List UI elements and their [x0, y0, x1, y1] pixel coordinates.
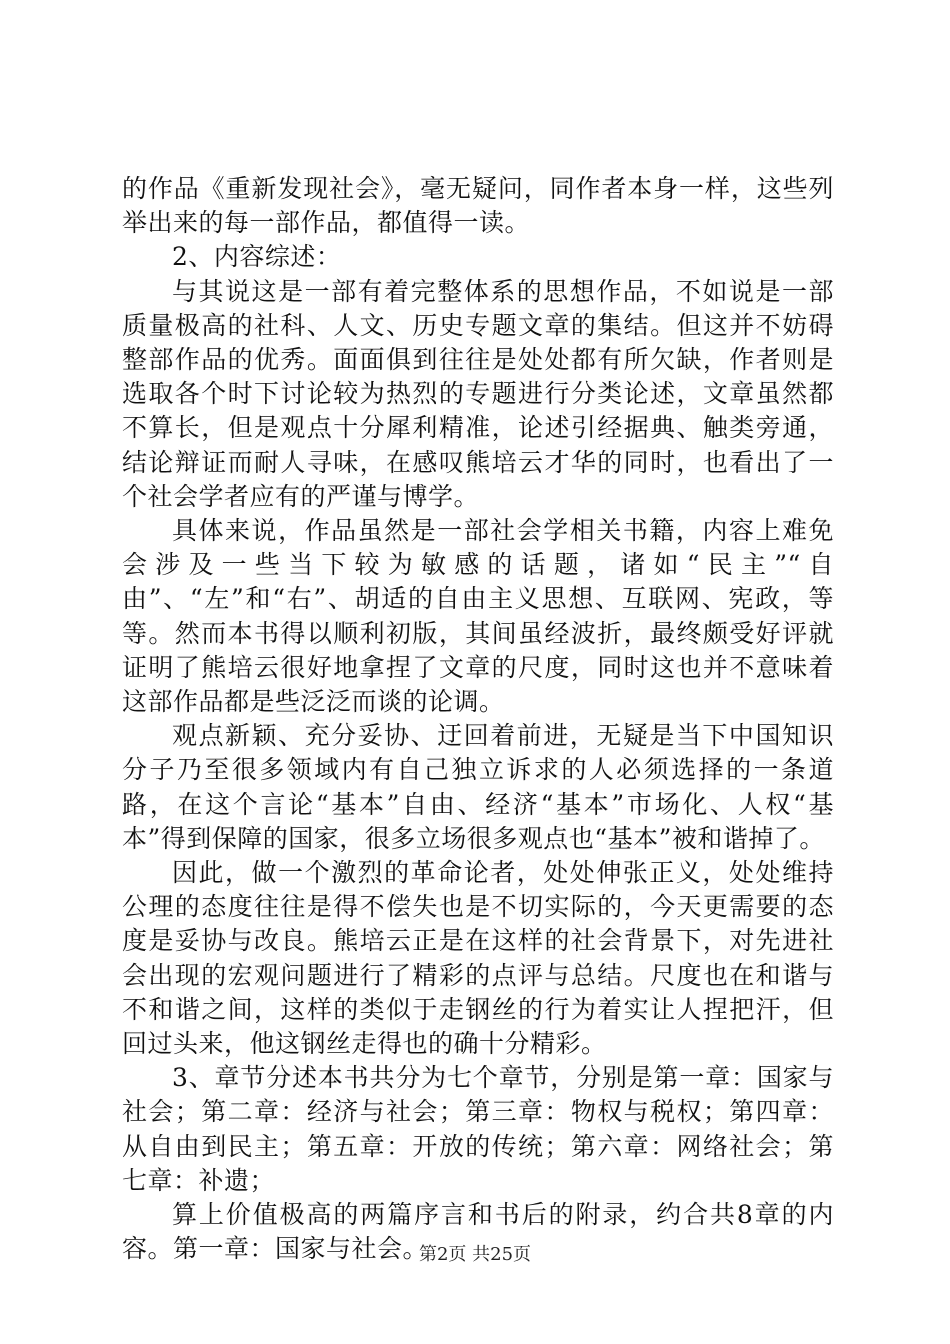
paragraph-continuation: 的作品《重新发现社会》，毫无疑问，同作者本身一样，这些列举出来的每一部作品，都值得一读。	[122, 174, 834, 238]
paragraph: 因此，做一个激烈的革命论者，处处伸张正义，处处维持公理的态度往往是得不偿失也是不切实际的，今天更需要的态度是妥协与改良。熊培云正是在这样的社会背景下，对先进社会出现的宏观问题进行了精彩的点评与总结。尺度也在和谐与不和谐之间，这样的类似于走钢丝的行为着实让人捏把汗，但回过头来，他这钢丝走得也的确十分精彩。	[122, 858, 834, 1059]
paragraph: 算上价值极高的两篇序言和书后的附录，约合共8章的内容。第一章：国家与社会。	[122, 1200, 834, 1264]
section-heading-content-summary: 2、内容综述：	[172, 242, 342, 272]
paragraph: 观点新颖、充分妥协、迂回着前进，无疑是当下中国知识分子乃至很多领域内有自己独立诉求的人必须选择的一条道路，在这个言论“基本”自由、经济“基本”市场化、人权“基本”得到保障的国家，很多立场很多观点也“基本”被和谐掉了。	[122, 721, 834, 853]
section-chapter-overview: 3、章节分述本书共分为七个章节，分别是第一章：国家与社会；第二章：经济与社会；第三章：物权与税权；第四章：从自由到民主；第五章：开放的传统；第六章：网络社会；第七章：补遗；	[122, 1063, 834, 1195]
page-number-footer: 第2页 共25页	[418, 1244, 532, 1265]
paragraph: 与其说这是一部有着完整体系的思想作品，不如说是一部质量极高的社科、人文、历史专题文章的集结。但这并不妨碍整部作品的优秀。面面俱到往往是处处都有所欠缺，作者则是选取各个时下讨论较为热烈的专题进行分类论述，文章虽然都不算长，但是观点十分犀利精准，论述引经据典、触类旁通，结论辩证而耐人寻味，在感叹熊培云才华的同时，也看出了一个社会学者应有的严谨与博学。	[122, 276, 834, 511]
paragraph: 具体来说，作品虽然是一部社会学相关书籍，内容上难免会涉及一些当下较为敏感的话题，诸如“民主”“自由”、“左”和“右”、胡适的自由主义思想、互联网、宪政，等等。然而本书得以顺利初版，其间虽经波折，最终颇受好评就证明了熊培云很好地拿捏了文章的尺度，同时这也并不意味着这部作品都是些泛泛而谈的论调。	[122, 516, 834, 717]
document-body	[122, 172, 834, 1267]
